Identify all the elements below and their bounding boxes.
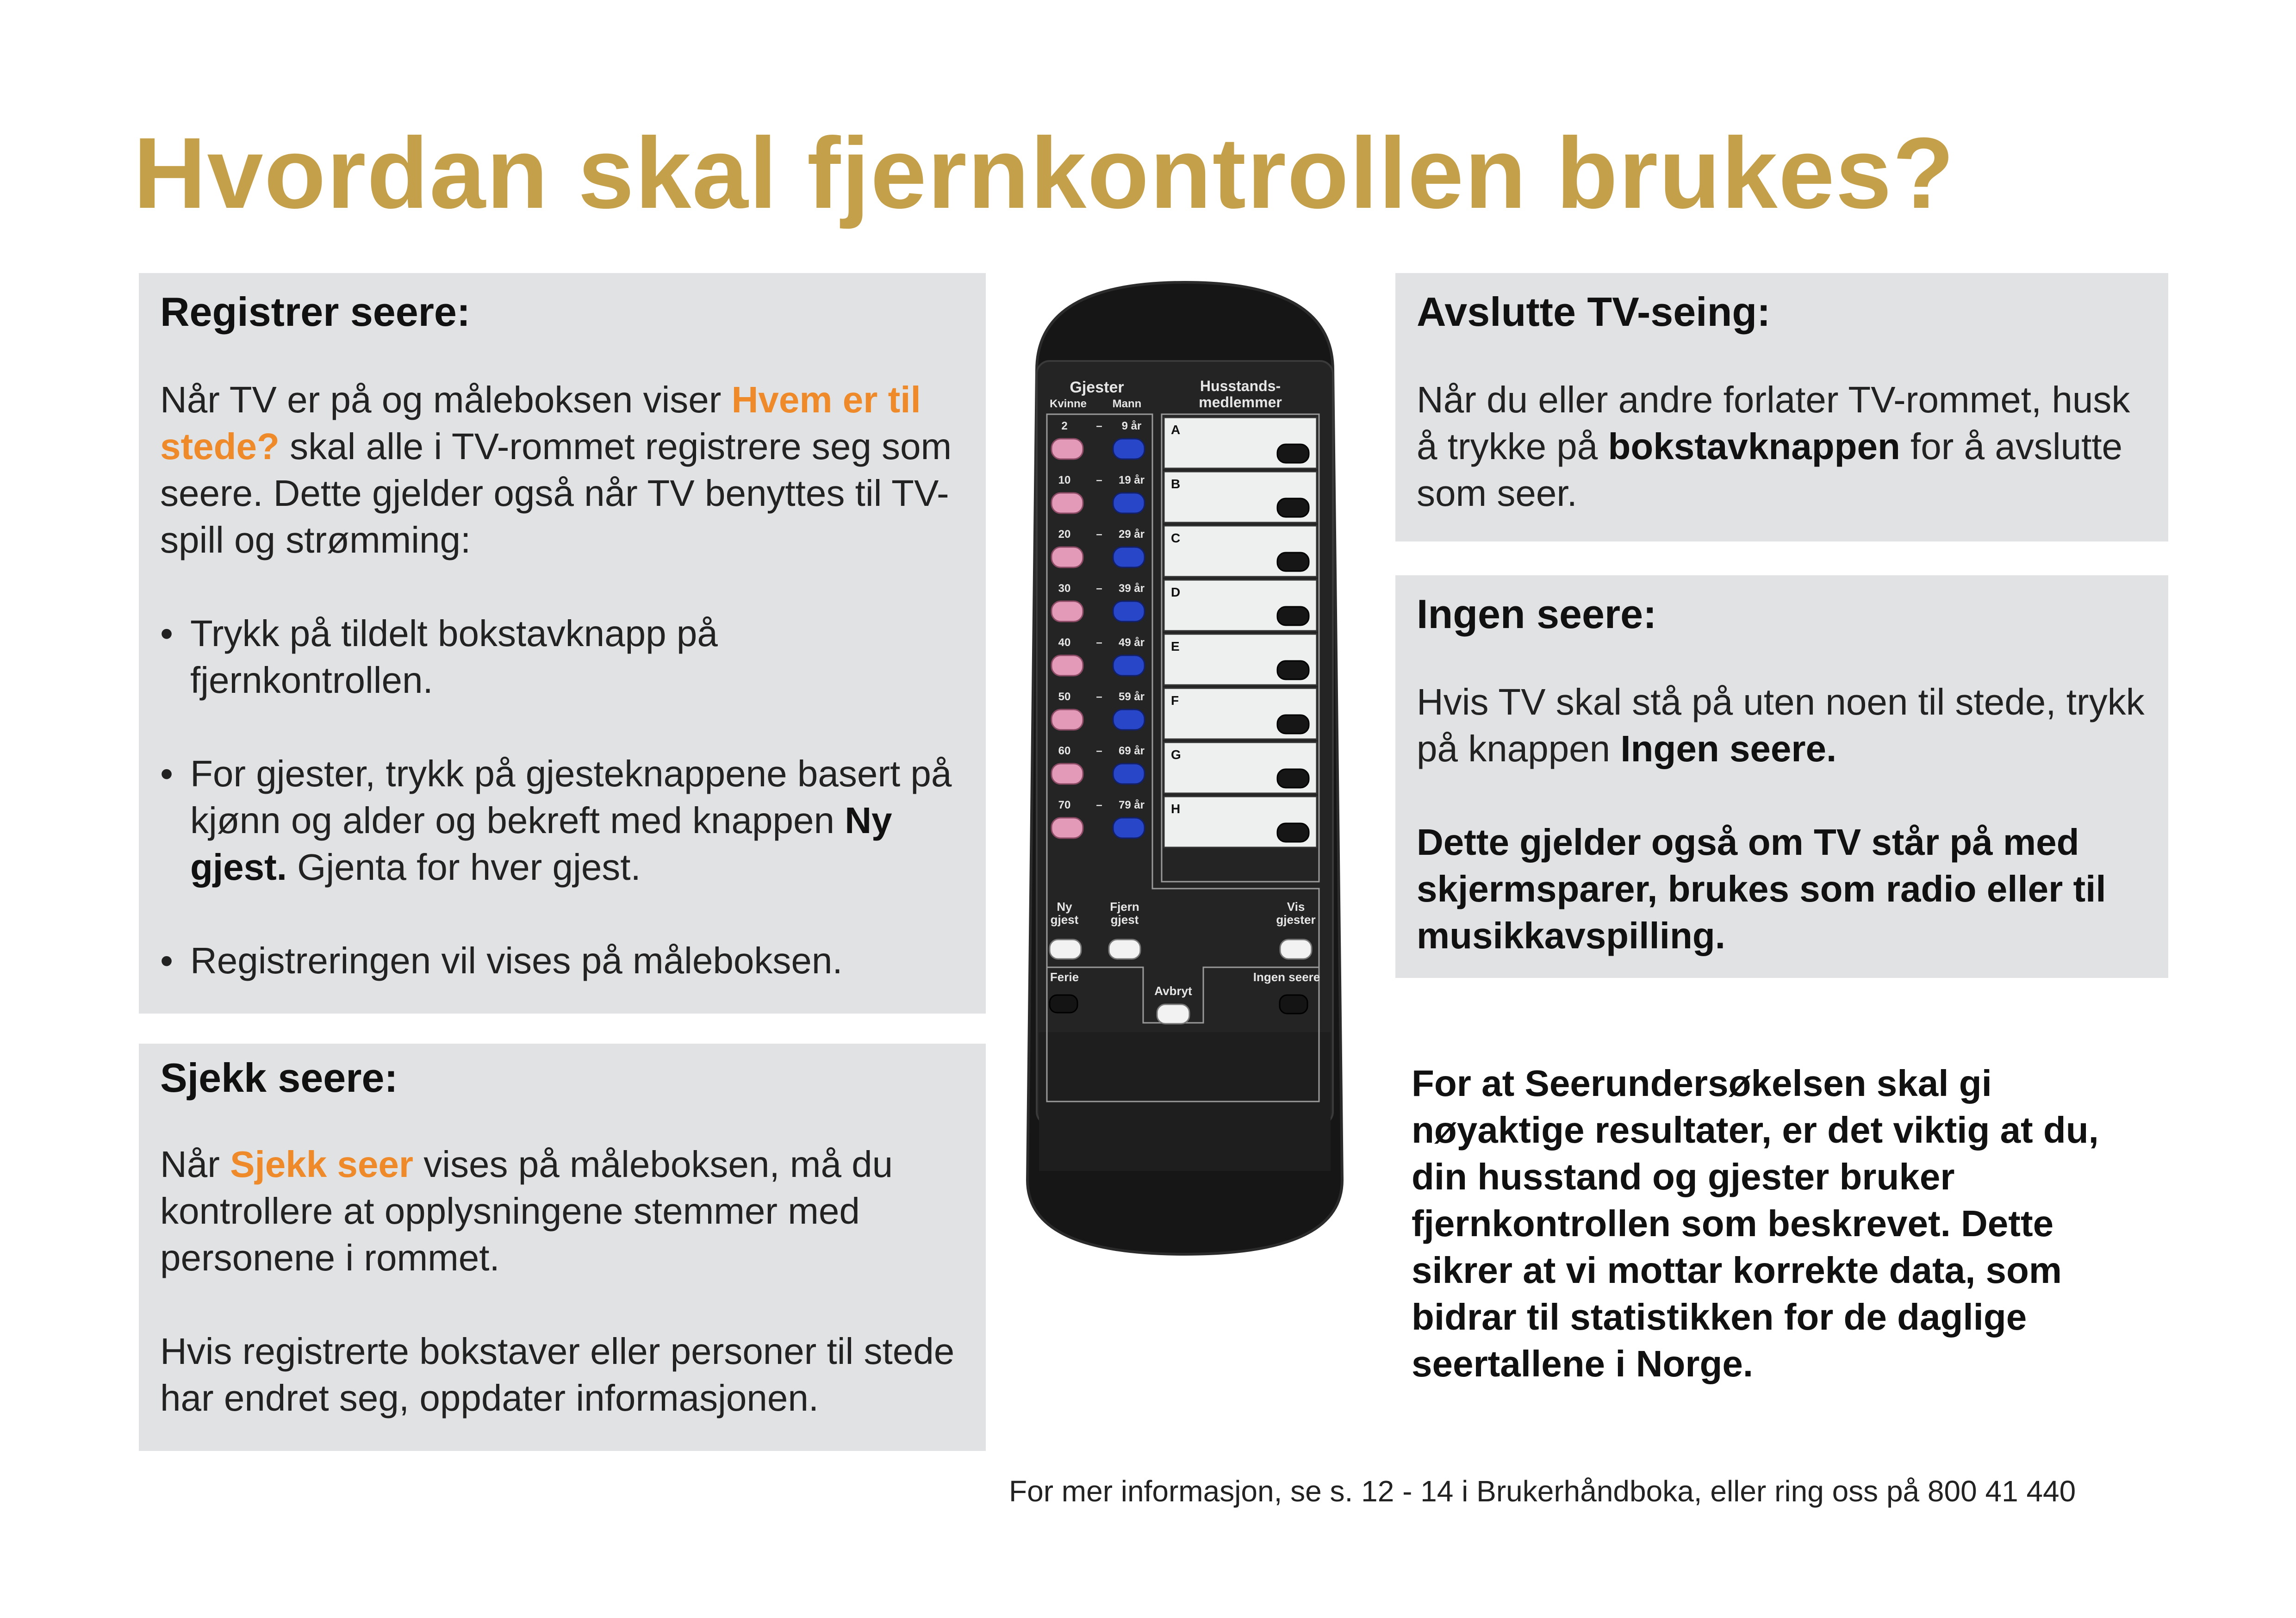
age-dash: – xyxy=(1096,745,1102,757)
female-guest-button[interactable] xyxy=(1052,601,1083,622)
register-bullet-1: • Trykk på tildelt bokstavknapp på fjernkontrollen. xyxy=(160,610,964,703)
age-to-label: 19 år xyxy=(1118,474,1145,486)
age-to-label: 9 år xyxy=(1121,420,1142,432)
household-letter-label: D xyxy=(1171,585,1181,599)
abort-label: Avbryt xyxy=(1154,984,1192,998)
household-label-2: medlemmer xyxy=(1199,394,1282,411)
female-guest-button[interactable] xyxy=(1052,818,1083,838)
household-letter-label: F xyxy=(1171,693,1179,708)
check-paragraph-2: Hvis registrerte bokstaver eller personer til stede har endret seg, oppdater informasjonen. xyxy=(160,1331,955,1419)
household-letter-label: A xyxy=(1171,423,1181,437)
end-viewing-panel xyxy=(1395,273,2168,541)
male-label: Mann xyxy=(1112,398,1142,410)
age-from-label: 50 xyxy=(1058,691,1071,703)
no-viewers-button[interactable] xyxy=(1280,995,1307,1014)
age-dash: – xyxy=(1096,799,1102,811)
age-from-label: 30 xyxy=(1058,582,1071,595)
remote-guest-label-1: Fjern xyxy=(1110,900,1139,914)
female-guest-button[interactable] xyxy=(1052,764,1083,784)
household-letter-label: H xyxy=(1171,802,1181,816)
show-guests-button[interactable] xyxy=(1280,940,1312,959)
age-to-label: 49 år xyxy=(1118,636,1145,649)
household-key[interactable] xyxy=(1277,498,1309,517)
remote-control-illustration xyxy=(1018,273,1351,1259)
register-viewers-panel xyxy=(139,273,986,1014)
end-paragraph: Når du eller andre forlater TV-rommet, husk å trykke på bokstavknappen for å avslutte som seer. xyxy=(1417,379,2130,514)
household-key[interactable] xyxy=(1277,823,1309,842)
no-viewers-button-text: Ingen seere. xyxy=(1620,728,1837,769)
household-letter-label: E xyxy=(1171,639,1180,653)
show-guests-label-1: Vis xyxy=(1287,900,1305,914)
register-bullet-2: • For gjester, trykk på gjesteknappene basert på kjønn og alder og bekreft med knappen Ny gjest. Gjenta for hver gjest. xyxy=(160,750,964,890)
male-guest-button[interactable] xyxy=(1113,547,1145,567)
footer-info: For mer informasjon, se s. 12 - 14 i Brukerhåndboka, eller ring oss på 800 41 440 xyxy=(1009,1475,2076,1508)
check-paragraph-1: Når Sjekk seer vises på måleboksen, må du kontrollere at opplysningene stemmer med personene i rommet. xyxy=(160,1144,893,1278)
end-heading: Avslutte TV-seing: xyxy=(1417,289,1771,335)
age-to-label: 69 år xyxy=(1118,745,1145,757)
age-dash: – xyxy=(1096,420,1102,432)
check-highlight: Sjekk seer xyxy=(230,1144,414,1185)
age-to-label: 39 år xyxy=(1118,582,1145,595)
register-bullet-3: • Registreringen vil vises på måleboksen. xyxy=(160,937,964,984)
household-key[interactable] xyxy=(1277,553,1309,571)
age-from-label: 2 xyxy=(1061,420,1068,432)
check-heading: Sjekk seere: xyxy=(160,1055,398,1101)
new-guest-button[interactable] xyxy=(1050,940,1081,959)
age-from-label: 20 xyxy=(1058,528,1071,541)
female-guest-button[interactable] xyxy=(1052,709,1083,730)
page-title: Hvordan skal fjernkontrollen brukes? xyxy=(133,117,1955,230)
guests-label: Gjester xyxy=(1070,379,1124,396)
register-intro: Når TV er på og måleboksen viser Hvem er til stede? skal alle i TV-rommet registrere seg som seere. Dette gjelder også når TV benyttes til TV-spill og strømming: xyxy=(160,379,952,560)
male-guest-button[interactable] xyxy=(1113,601,1145,622)
no-viewers-label: Ingen seere xyxy=(1253,970,1320,984)
female-guest-button[interactable] xyxy=(1052,547,1083,567)
female-guest-button[interactable] xyxy=(1052,493,1083,513)
new-guest-text: Ny gjest. xyxy=(190,800,892,888)
closing-statement: For at Seerundersøkelsen skal gi nøyaktige resultater, er det viktig at du, din husstand og gjester bruker fjernkontrollen som beskrevet. Dette sikrer at vi mottar korrekte data, som bidrar til statistikken for de daglige seertallene i Norge. xyxy=(1412,1063,2099,1384)
female-label: Kvinne xyxy=(1049,398,1087,410)
male-guest-button[interactable] xyxy=(1113,818,1145,838)
age-dash: – xyxy=(1096,528,1102,541)
register-intro-highlight: Hvem er til stede? xyxy=(160,379,921,467)
male-guest-button[interactable] xyxy=(1113,493,1145,513)
female-guest-button[interactable] xyxy=(1052,655,1083,676)
age-to-label: 59 år xyxy=(1118,691,1145,703)
none-paragraph-1: Hvis TV skal stå på uten noen til stede, trykk på knappen Ingen seere. xyxy=(1417,681,2145,769)
holiday-label: Ferie xyxy=(1050,970,1079,984)
holiday-button[interactable] xyxy=(1050,995,1077,1013)
no-viewers-panel xyxy=(1395,575,2168,978)
none-heading: Ingen seere: xyxy=(1417,591,1657,637)
age-from-label: 70 xyxy=(1058,799,1071,811)
show-guests-label-2: gjester xyxy=(1276,913,1316,927)
male-guest-button[interactable] xyxy=(1113,709,1145,730)
letter-button-text: bokstavknappen xyxy=(1608,426,1900,467)
household-letter-label: B xyxy=(1171,477,1181,491)
new-guest-label-1: Ny xyxy=(1057,900,1072,914)
age-to-label: 79 år xyxy=(1118,799,1145,811)
register-heading: Registrer seere: xyxy=(160,289,471,335)
age-from-label: 40 xyxy=(1058,636,1071,649)
female-guest-button[interactable] xyxy=(1052,439,1083,459)
household-key[interactable] xyxy=(1277,769,1309,788)
household-letter-label: G xyxy=(1171,747,1181,762)
household-key[interactable] xyxy=(1277,715,1309,734)
check-viewers-panel xyxy=(139,1044,986,1451)
age-dash: – xyxy=(1096,691,1102,703)
abort-button[interactable] xyxy=(1157,1004,1189,1024)
none-paragraph-2: Dette gjelder også om TV står på med skjermsparer, brukes som radio eller til musikkavspilling. xyxy=(1417,821,2106,956)
new-guest-label-2: gjest xyxy=(1050,913,1079,927)
household-label-1: Husstands- xyxy=(1200,378,1281,394)
household-key[interactable] xyxy=(1277,661,1309,679)
age-from-label: 10 xyxy=(1058,474,1071,486)
age-dash: – xyxy=(1096,582,1102,595)
male-guest-button[interactable] xyxy=(1113,655,1145,676)
male-guest-button[interactable] xyxy=(1113,764,1145,784)
household-key[interactable] xyxy=(1277,444,1309,463)
male-guest-button[interactable] xyxy=(1113,439,1145,459)
remote-guest-label-2: gjest xyxy=(1110,913,1139,927)
age-dash: – xyxy=(1096,474,1102,486)
age-to-label: 29 år xyxy=(1118,528,1145,541)
age-dash: – xyxy=(1096,636,1102,649)
age-from-label: 60 xyxy=(1058,745,1071,757)
household-key[interactable] xyxy=(1277,607,1309,625)
household-letter-label: C xyxy=(1171,531,1181,545)
remote-guest-button[interactable] xyxy=(1109,940,1140,959)
